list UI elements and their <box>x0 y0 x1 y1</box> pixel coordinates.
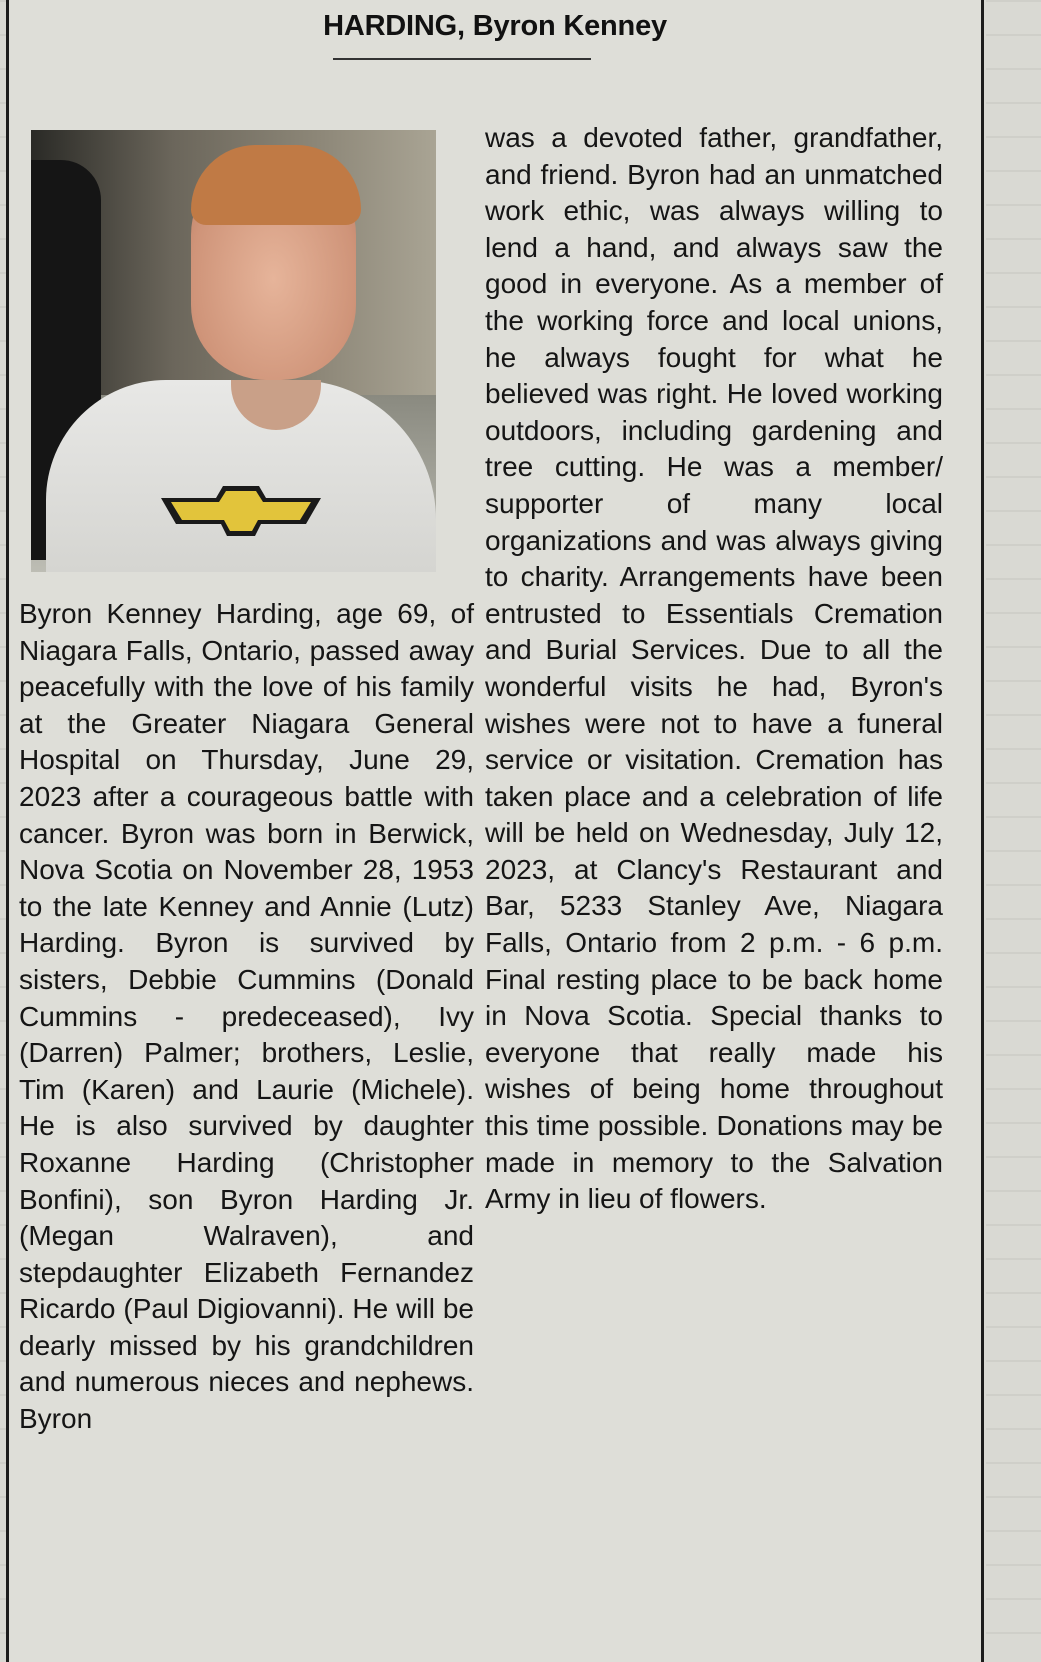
obituary-text-column-right: was a devoted father, grandfather, and friend. Byron had an unmatched work ethic, was always willing to lend a hand, and always saw the good in everyone. As a member of the working force and local unions, he always fought for what he believed was right. He loved working outdoors, including gardening and tree cutting. He was a member/ supporter of many local organizations and was always giving to charity. Arrangements have been entrusted to Essentials Cremation and Burial Services. Due to all the wonderful visits he had, Byron's wishes were not to have a funeral service or visitation. Cremation has taken place and a celebration of life will be held on Wednesday, July 12, 2023, at Clancy's Restaurant and Bar, 5233 Stanley Ave, Niagara Falls, Ontario from 2 p.m. - 6 p.m. Final resting place to be back home in Nova Scotia. Special thanks to everyone that really made his wishes of being home throughout this time possible. Donations may be made in memory to the Salvation Army in lieu of flowers. <box>485 122 943 1215</box>
obituary-text-column-left: Byron Kenney Harding, age 69, of Niagara Falls, Ontario, passed away peacefully with the love of his family at the Greater Niagara General Hospital on Thursday, June 29, 2023 after a courageous battle with cancer. Byron was born in Berwick, Nova Scotia on November 28, 1953 to the late Kenney and Annie (Lutz) Harding. Byron is survived by sisters, Debbie Cummins (Donald Cummins - predeceased), Ivy (Darren) Palmer; brothers, Leslie, Tim (Karen) and Laurie (Michele). He is also survived by daughter Roxanne Harding (Christopher Bonfini), son Byron Harding Jr. (Megan Walraven), and stepdaughter Elizabeth Fernandez Ricardo (Paul Digiovanni). He will be dearly missed by his grandchildren and numerous nieces and nephews. Byron <box>19 598 474 1435</box>
adjacent-column-bleed-right <box>986 0 1041 1662</box>
obituary-headline: HARDING, Byron Kenney <box>323 10 667 42</box>
headline-underline <box>333 58 591 60</box>
bowtie-emblem-icon <box>161 480 321 540</box>
obituary-clipping <box>6 0 984 1662</box>
obituary-portrait-photo <box>31 130 436 572</box>
